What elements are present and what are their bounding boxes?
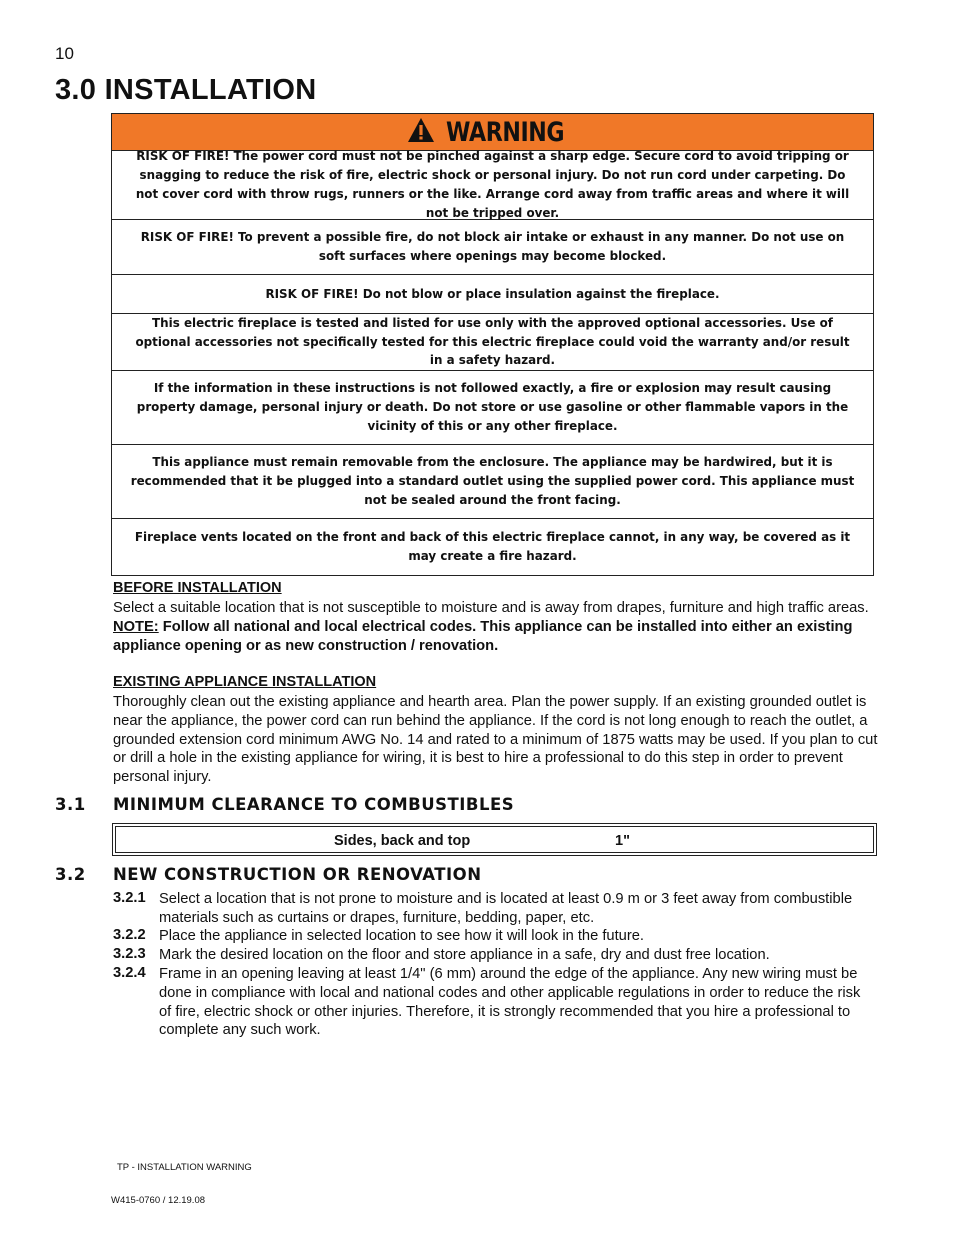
step-number: 3.2.3 (113, 946, 146, 962)
warning-header (112, 114, 873, 151)
before-installation-text: Select a suitable location that is not susceptible to moisture and is away from drapes, furniture and high traffic areas. NOTE: Follow all national and local electrical codes. This appliance can be installed into either an existing appliance opening or as new construction / renovation. (113, 600, 869, 654)
warning-item: RISK OF FIRE! Do not blow or place insulation against the fireplace. (112, 275, 873, 314)
warning-item: If the information in these instructions is not followed exactly, a fire or explosion may result causing property damage, personal injury or death. Do not store or use gasoline or other flammable vapors in the vicinity of this or any other fireplace. (112, 371, 873, 445)
step-text: Select a location that is not prone to moisture and is located at least 0.9 m or 3 feet away from combustible materials such as curtains or drapes, furniture, bedding, paper, etc. (159, 891, 853, 926)
clearance-table (112, 823, 877, 856)
warning-box (111, 113, 874, 576)
warning-item: RISK OF FIRE! To prevent a possible fire, do not block air intake or exhaust in any manner. Do not use on soft surfaces where openings may become blocked. (112, 220, 873, 275)
before-installation-heading: BEFORE INSTALLATION (113, 580, 282, 596)
section-number: 3.1 (55, 795, 86, 814)
footer-doc-code: W415-0760 / 12.19.08 (111, 1195, 206, 1206)
footer-tag: TP - INSTALLATION WARNING (117, 1162, 252, 1173)
warning-item: This electric fireplace is tested and listed for use only with the approved optional accessories. Use of optional accessories not specifically tested for this electric fireplace could void the warranty and/or result in a safety hazard. (112, 314, 873, 371)
step-text: Place the appliance in selected location to see how it will look in the future. (159, 928, 644, 944)
step-text: Frame in an opening leaving at least 1/4" (6 mm) around the edge of the appliance. Any new wiring must be done in compliance with local and national codes and other applicable regulations in order to reduce the risk of fire, electric shock or other injuries. Therefore, it is strongly recommended that you hire a professional to complete any such work. (159, 966, 861, 1039)
page-title: 3.0 INSTALLATION (55, 74, 317, 106)
section-number: 3.2 (55, 865, 86, 884)
step-number: 3.2.2 (113, 927, 146, 943)
clearance-value: 1" (615, 833, 630, 849)
section-title: NEW CONSTRUCTION OR RENOVATION (113, 865, 482, 884)
warning-item: RISK OF FIRE! The power cord must not be pinched against a sharp edge. Secure cord to avoid tripping or snagging to reduce the risk of fire, electric shock or personal injury. Do not run cord under carpeting. Do not cover cord with throw rugs, runners or the like. Arrange cord away from traffic areas and where it will not be tripped over. (112, 151, 873, 220)
warning-triangle-icon (407, 117, 435, 148)
clearance-label: Sides, back and top (334, 833, 471, 849)
section-title: MINIMUM CLEARANCE TO COMBUSTIBLES (113, 795, 515, 814)
warning-item: This appliance must remain removable from the enclosure. The appliance may be hardwired, but it is recommended that it be plugged into a standard outlet using the supplied power cord. This appliance must not be sealed around the front facing. (112, 445, 873, 519)
existing-installation-text: Thoroughly clean out the existing appliance and hearth area. Plan the power supply. If an existing grounded outlet is near the appliance, the power cord can run behind the appliance. If the cord is not long enough to reach the outlet, a grounded extension cord minimum AWG No. 14 and rated to a minimum of 1875 watts may be used. If you plan to cut or drill a hole in the existing appliance for wiring, it is best to hire a professional to do this step in order to prevent personal injury. (113, 694, 878, 786)
step-text: Mark the desired location on the floor and store appliance in a safe, dry and dust free location. (159, 947, 770, 963)
warning-item: Fireplace vents located on the front and back of this electric fireplace cannot, in any way, be covered as it may create a fire hazard. (134, 529, 851, 563)
step-number: 3.2.4 (113, 965, 146, 981)
step-number: 3.2.1 (113, 890, 146, 906)
warning-label: WARNING (446, 116, 565, 148)
existing-installation-heading: EXISTING APPLIANCE INSTALLATION (113, 674, 377, 690)
page-number: 10 (55, 44, 74, 63)
clearance-row (115, 826, 874, 853)
